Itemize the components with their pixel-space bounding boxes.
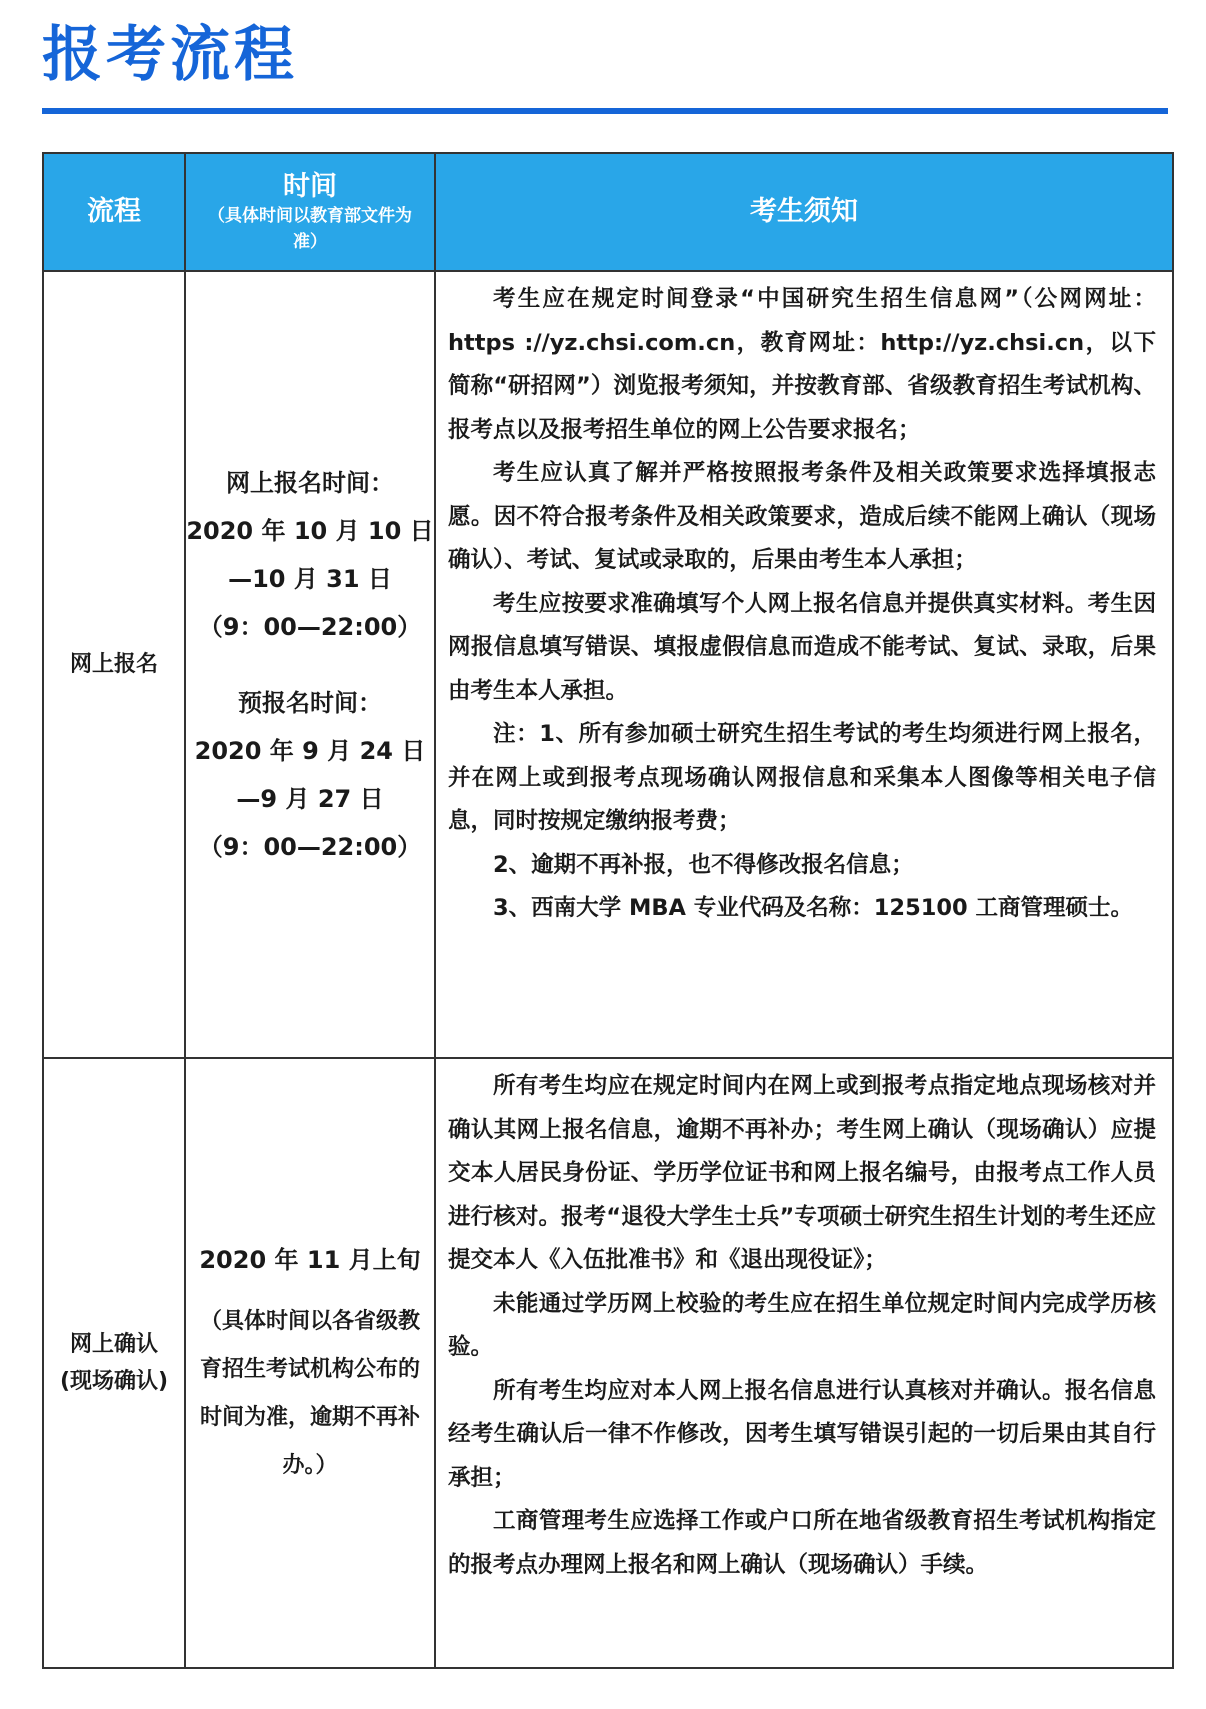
notice-cell xyxy=(435,271,1173,1058)
notice-paragraph: 所有考生均应在规定时间内在网上或到报考点指定地点现场核对并确认其网上报名信息，逾期不再补办；考生网上确认（现场确认）应提交本人居民身份证、学历学位证书和网上报名编号，由报考点工作人员进行核对。报考“退役大学生士兵”专项硕士研究生招生计划的考生还应提交本人《入伍批准书》和《退出现役证》； xyxy=(448,1073,1156,1273)
time-spacer xyxy=(186,651,434,679)
process-label: 网上报名 xyxy=(69,651,158,677)
table-row-online-registration xyxy=(43,271,1173,1058)
notice-paragraph: 考生应按要求准确填写个人网上报名信息并提供真实材料。考生因网报信息填写错误、填报虚假信息而造成不能考试、复试、录取，后果由考生本人承担。 xyxy=(448,590,1156,704)
time-line: 2020 年 9 月 24 日 xyxy=(194,736,426,765)
time-line: 网上报名时间： xyxy=(226,468,394,497)
notice-cell xyxy=(435,1058,1173,1668)
time-line: 预报名时间： xyxy=(238,688,382,717)
header-process-label: 流程 xyxy=(87,196,141,228)
time-line: 2020 年 11 月上旬 xyxy=(199,1246,421,1274)
header-process xyxy=(43,153,185,271)
title-divider xyxy=(42,108,1168,114)
notice-paragraph: 3、西南大学 MBA 专业代码及名称：125100 工商管理硕士。 xyxy=(493,895,1134,921)
page-title: 报考流程 xyxy=(42,20,298,90)
time-cell xyxy=(185,271,435,1058)
header-notice xyxy=(435,153,1173,271)
process-label-sub: (现场确认) xyxy=(59,1369,169,1394)
registration-process-table xyxy=(42,152,1174,1669)
table-row-online-confirmation xyxy=(43,1058,1173,1668)
notice-paragraph: 2、逾期不再补报，也不得修改报名信息； xyxy=(493,851,914,878)
notice-paragraph: 工商管理考生应选择工作或户口所在地省级教育招生考试机构指定的报考点办理网上报名和网上确认（现场确认）手续。 xyxy=(448,1508,1156,1578)
notice-paragraph: 所有考生均应对本人网上报名信息进行认真核对并确认。报名信息经考生确认后一律不作修改，因考生填写错误引起的一切后果由其自行承担； xyxy=(448,1377,1156,1491)
notice-paragraph: 未能通过学历网上校验的考生应在招生单位规定时间内完成学历核验。 xyxy=(448,1290,1156,1360)
time-line: 2020 年 10 月 10 日 xyxy=(186,516,434,545)
notice-paragraph: 注：1、所有参加硕士研究生招生考试的考生均须进行网上报名，并在网上或到报考点现场确认网报信息和采集本人图像等相关电子信息，同时按规定缴纳报考费； xyxy=(448,721,1156,834)
header-time-note: （具体时间以教育部文件为准） xyxy=(208,206,412,252)
header-time-label: 时间 xyxy=(283,170,337,202)
process-cell xyxy=(43,271,185,1058)
header-time xyxy=(185,153,435,271)
header-notice-label: 考生须知 xyxy=(750,196,858,228)
time-line: —9 月 27 日 xyxy=(236,784,384,813)
notice-paragraph: 考生应在规定时间登录“中国研究生招生信息网”（公网网址：https ://yz.chsi.com.cn，教育网址：http://yz.chsi.cn，以下简称“研招网”）浏览报考须知，并按教育部、省级教育招生考试机构、报考点以及报考招生单位的网上公告要求报名； xyxy=(448,286,1156,443)
time-cell xyxy=(185,1058,435,1668)
table-header-row xyxy=(43,153,1173,271)
time-line: （9：00—22:00） xyxy=(198,612,422,641)
process-label: 网上确认 xyxy=(69,1331,158,1357)
time-line: —10 月 31 日 xyxy=(228,564,392,593)
notice-paragraph: 考生应认真了解并严格按照报考条件及相关政策要求选择填报志愿。因不符合报考条件及相关政策要求，造成后续不能网上确认（现场确认）、考试、复试或录取的，后果由考生本人承担； xyxy=(448,460,1156,573)
time-line: （9：00—22:00） xyxy=(198,832,422,861)
process-cell xyxy=(43,1058,185,1668)
time-note: （具体时间以各省级教育招生考试机构公布的时间为准，逾期不再补办。） xyxy=(199,1309,420,1478)
